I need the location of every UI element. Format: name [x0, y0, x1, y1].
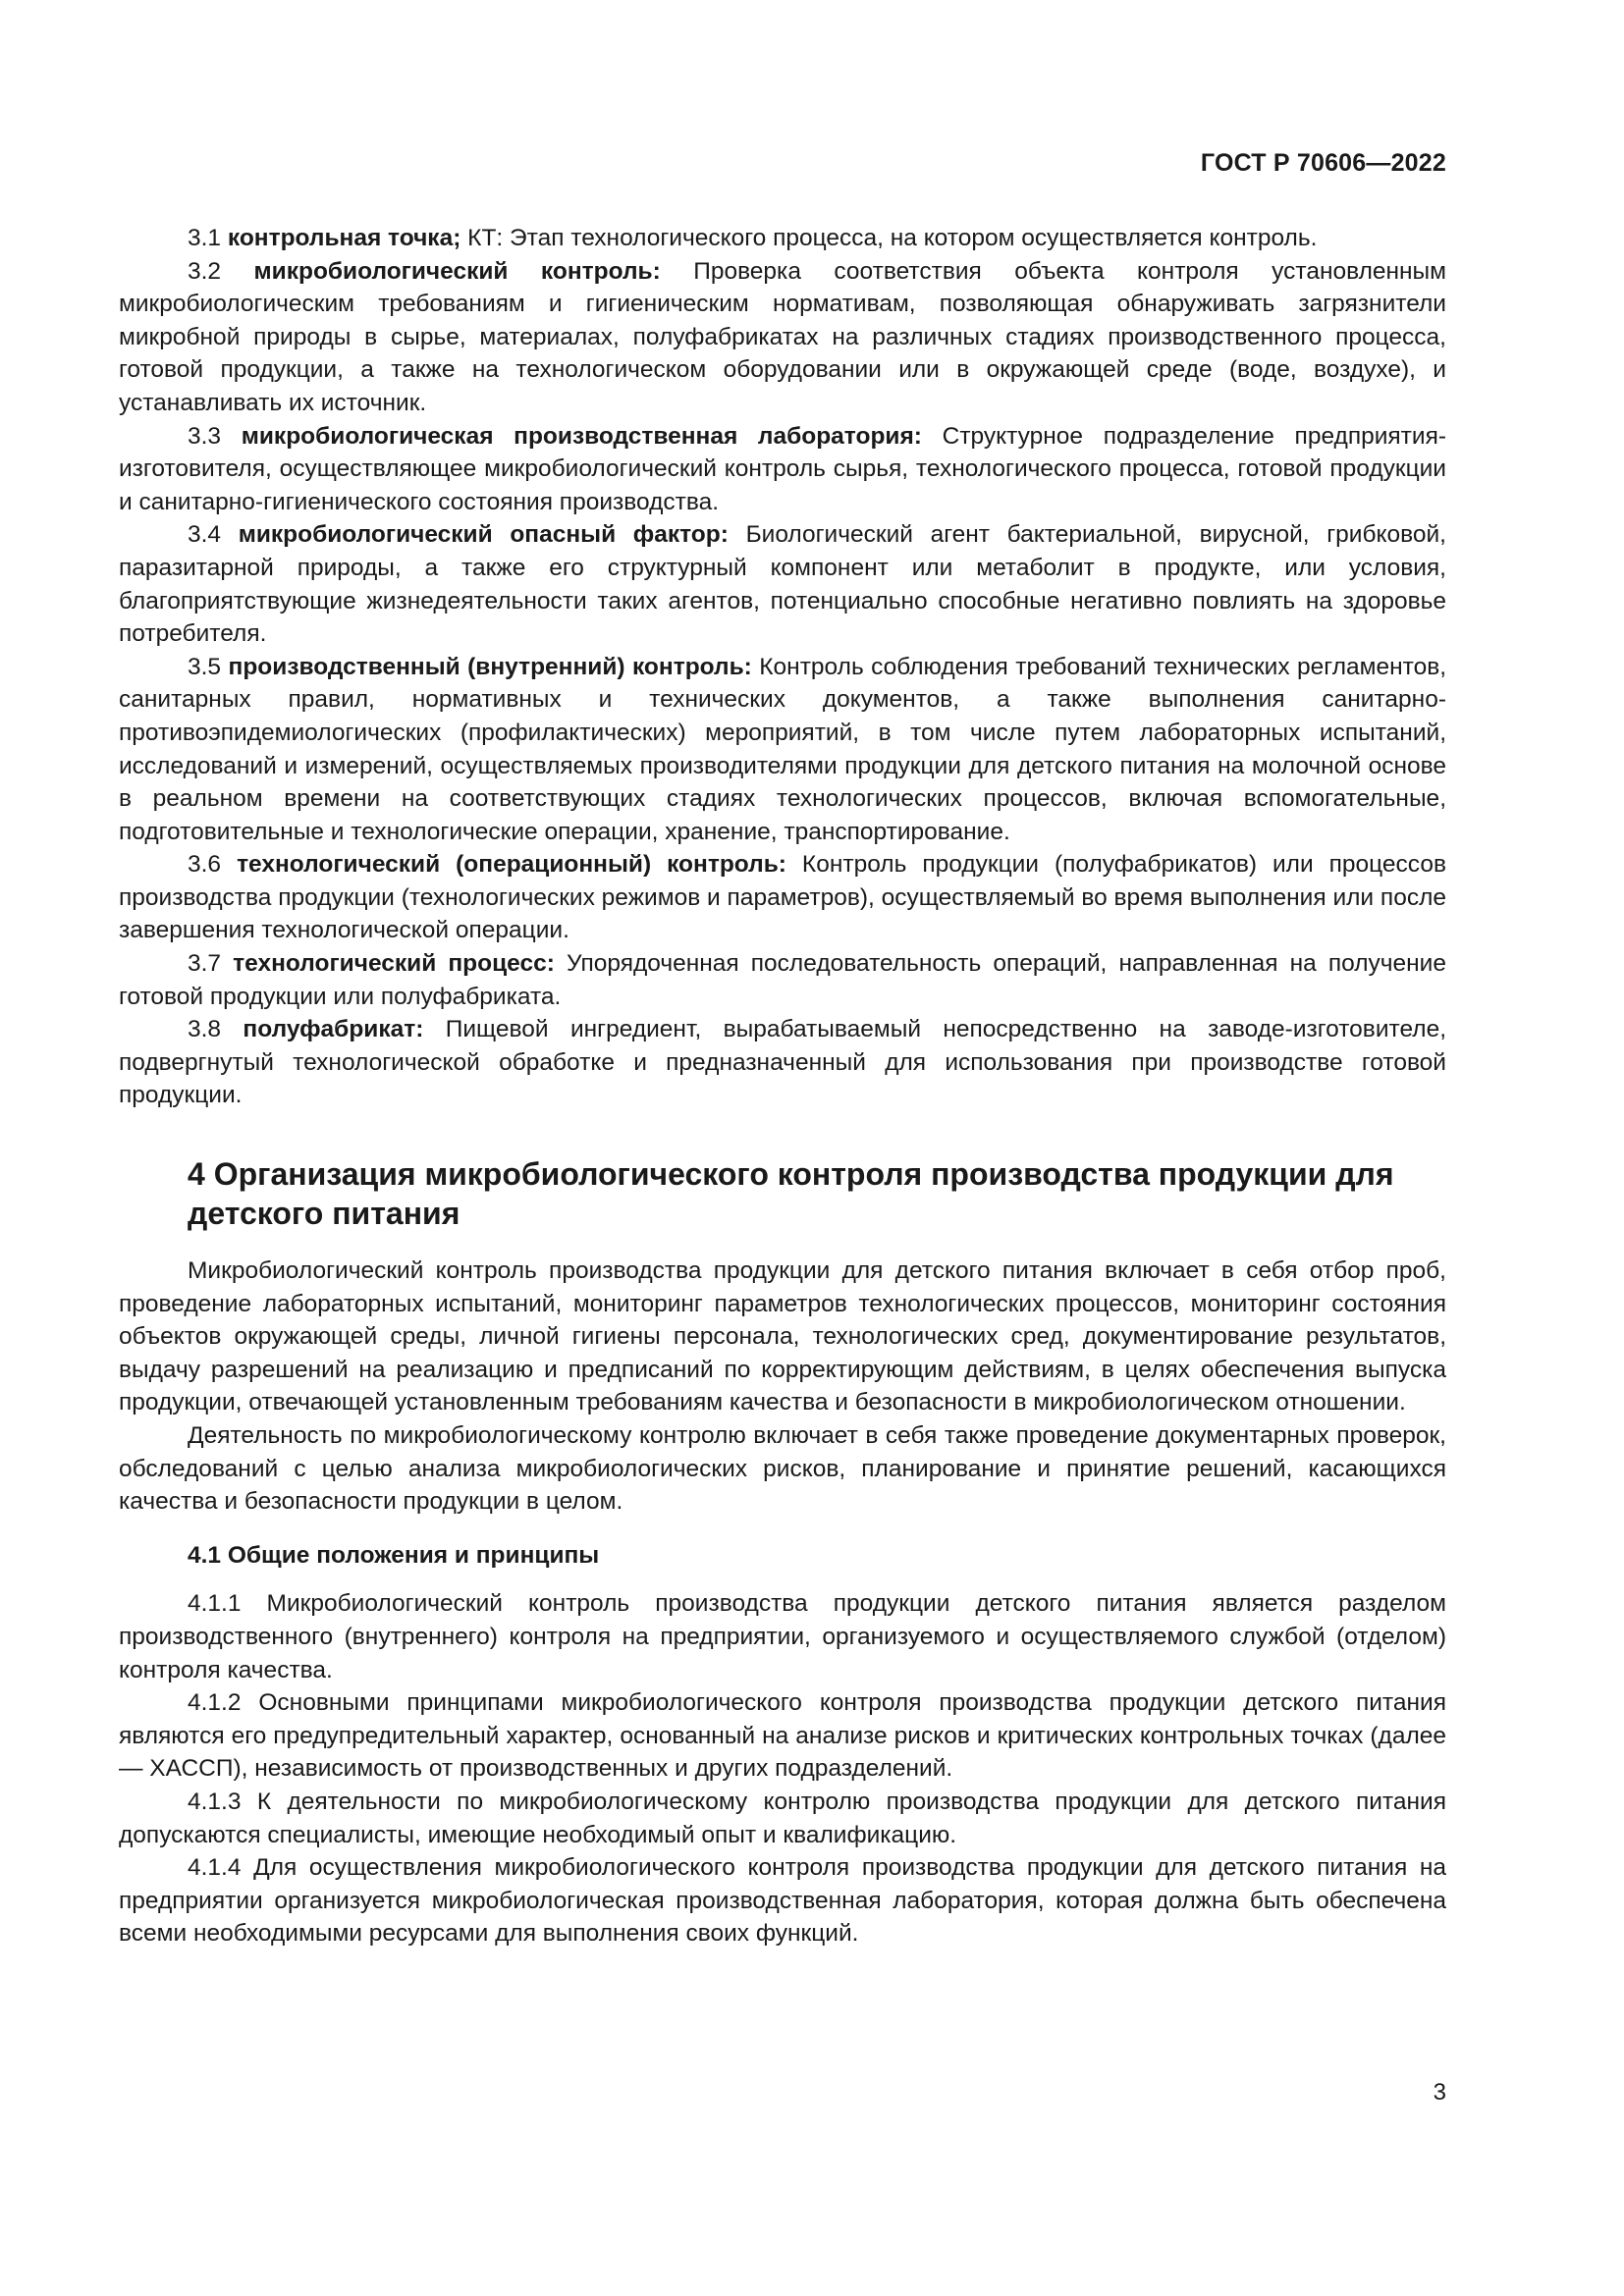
definition-text: Упорядоченная последовательность операций, направленная на получение готовой продукции или полуфабриката.	[119, 950, 1446, 1010]
section-4-heading: 4 Организация микробиологического контроля производства продукции для детского питания	[188, 1156, 1394, 1232]
document-id-header: ГОСТ Р 70606—2022	[1200, 149, 1446, 177]
section-4-1-heading: 4.1 Общие положения и принципы	[188, 1541, 600, 1569]
clause-4-1-3: 4.1.3 К деятельности по микробиологическому контролю производства продукции для детского питания допускаются специалисты, имеющие необходимый опыт и квалификацию.	[119, 1788, 1446, 1848]
definition-item	[119, 420, 1446, 519]
definition-term: технологический (операционный) контроль:	[237, 851, 786, 879]
definition-number: 3.3	[188, 422, 222, 450]
definition-number: 3.2	[188, 257, 222, 285]
definition-term: полуфабрикат:	[243, 1016, 424, 1043]
definition-term: микробиологический контроль:	[253, 257, 661, 285]
definition-term: контрольная точка;	[227, 225, 461, 251]
definitions-list	[119, 222, 1446, 1112]
definition-text: Биологический агент бактериальной, вирусной, грибковой, паразитарной природы, а также его структурный компонент или метаболит в продукте, или условия, благоприятствующие жизнедеятельности таких агентов, потенциально способные негативно повлиять на здоровье потребителя.	[119, 521, 1446, 648]
page-number: 3	[1433, 2079, 1446, 2106]
definition-item	[119, 255, 1446, 420]
clause-4-1-4: 4.1.4 Для осуществления микробиологического контроля производства продукции для детского питания на предприятии организуется микробиологическая производственная лаборатория, которая должна быть обеспечена всеми необходимыми ресурсами для выполнения своих функций.	[119, 1854, 1446, 1948]
definition-term: микробиологический опасный фактор:	[238, 521, 729, 549]
definition-text: Контроль соблюдения требований технических регламентов, санитарных правил, нормативных и технических документов, а также выполнения санитарно-противоэпидемиологических (профилактических) мероприятий, в том числе путем лабораторных испытаний, исследований и измерений, осуществляемых производителями продукции для детского питания на молочной основе в реальном времени на соответствующих стадиях технологических процессов, включая вспомогательные, подготовительные и технологические операции, хранение, транспортирование.	[119, 653, 1447, 845]
definition-number: 3.1	[188, 225, 222, 251]
page-content	[119, 222, 1446, 1950]
clause-4-1-2: 4.1.2 Основными принципами микробиологического контроля производства продукции детского питания являются его предупредительный характер, основанный на анализе рисков и критических контрольных точках (далее — ХАССП), независимость от производственных и других подразделений.	[119, 1689, 1446, 1783]
definition-text: КТ: Этап технологического процесса, на котором осуществляется контроль.	[467, 225, 1318, 251]
definition-item	[119, 651, 1446, 849]
definition-term: производственный (внутренний) контроль:	[228, 653, 752, 680]
section-4-paragraph: Микробиологический контроль производства продукции для детского питания включает в себя отбор проб, проведение лабораторных испытаний, мониторинг параметров технологических процессов, мониторинг состояния объектов окружающей среды, личной гигиены персонала, технологических сред, документирование результатов, выдачу разрешений на реализацию и предписаний по корректирующим действиям, в целях обеспечения выпуска продукции, отвечающей установленным требованиям качества и безопасности в микробиологическом отношении.	[119, 1257, 1446, 1416]
definition-number: 3.8	[188, 1016, 222, 1043]
definition-item	[119, 848, 1446, 947]
section-4-paragraph: Деятельность по микробиологическому контролю включает в себя также проведение документарных проверок, обследований с целью анализа микробиологических рисков, планирование и принятие решений, касающихся качества и безопасности продукции в целом.	[119, 1422, 1446, 1516]
definition-number: 3.6	[188, 851, 222, 879]
definition-number: 3.5	[188, 653, 222, 680]
clause-4-1-1: 4.1.1 Микробиологический контроль производства продукции детского питания является разделом производственного (внутреннего) контроля на предприятии, организуемого и осуществляемого службой (отделом) контроля качества.	[119, 1590, 1446, 1683]
definition-text: Пищевой ингредиент, вырабатываемый непосредственно на заводе-изготовителе, подвергнутый технологической обработке и предназначенный для использования при производстве готовой продукции.	[119, 1016, 1446, 1109]
definition-number: 3.7	[188, 950, 222, 978]
definition-term: микробиологическая производственная лаборатория:	[241, 422, 922, 450]
definition-item	[119, 947, 1446, 1013]
definition-item	[119, 518, 1446, 650]
definition-item	[119, 222, 1446, 255]
definition-item	[119, 1013, 1446, 1112]
definition-text: Контроль продукции (полуфабрикатов) или процессов производства продукции (технологических режимов и параметров), осуществляемый во время выполнения или после завершения технологической операции.	[119, 851, 1446, 944]
definition-term: технологический процесс:	[233, 950, 555, 978]
definition-number: 3.4	[188, 521, 222, 549]
definition-text: Проверка соответствия объекта контроля установленным микробиологическим требованиям и гигиеническим нормативам, позволяющая обнаруживать загрязнители микробной природы в сырье, материалах, полуфабрикатах на различных стадиях производственного процесса, готовой продукции, а также на технологическом оборудовании или в окружающей среде (воде, воздухе), и устанавливать их источник.	[119, 257, 1446, 416]
definition-text: Структурное подразделение предприятия-изготовителя, осуществляющее микробиологический контроль сырья, технологического процесса, готовой продукции и санитарно-гигиенического состояния производства.	[119, 422, 1447, 515]
